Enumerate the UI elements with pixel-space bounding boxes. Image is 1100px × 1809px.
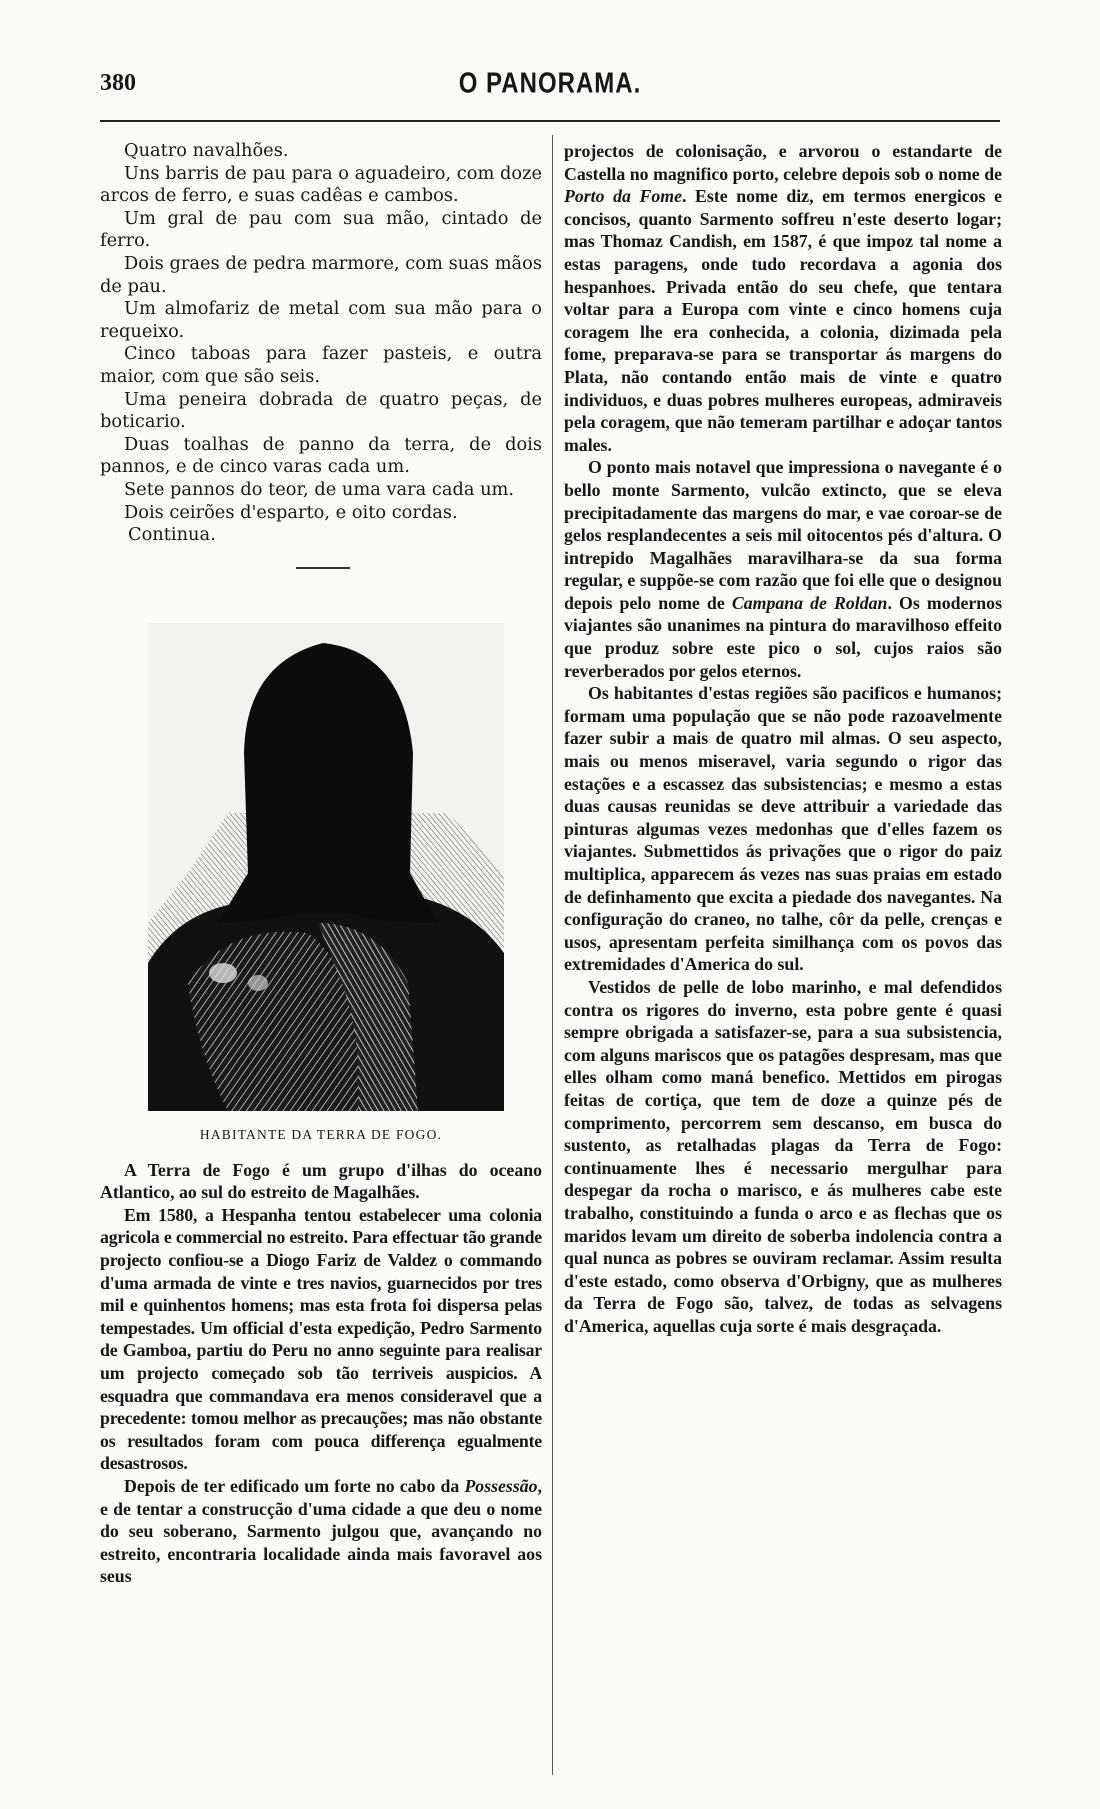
list-item: Sete pannos do teor, de uma vara cada um. (124, 478, 515, 500)
text-run: Depois de ter edificado um forte no cabo da (124, 1476, 465, 1496)
portrait-engraving (148, 623, 504, 1111)
journal-title: O PANORAMA. (458, 67, 642, 100)
paragraph (564, 456, 1002, 682)
list-item: Um gral de pau com sua mão, cintado de ferro. (100, 207, 542, 252)
column-divider (552, 135, 553, 1775)
text-run: projectos de colonisação, e arvorou o estandarte de Castella no magnifico porto, celebre depois sob o nome de (564, 141, 1002, 184)
text-run: . Os modernos viajantes são unanimes na pintura do maravilhoso effeito que produz sobre este pico o sol, cujos raios são reverberados por gelos eternos. (564, 592, 1002, 681)
list-item: Duas toalhas de panno da terra, de dois pannos, e de cinco varas cada um. (100, 433, 542, 478)
list-item: Dois ceirões d'esparto, e oito cordas. (124, 501, 458, 523)
paragraph (564, 140, 1002, 456)
text-run: , e de tentar a construcção d'uma cidade a que deu o nome do seu soberano, Sarmento julgou que, avançando no estreito, encontraria localidade ainda mais favoravel aos seus (100, 1476, 542, 1587)
paragraph: Em 1580, a Hespanha tentou estabelecer uma colonia agricola e commercial no estreito. Para effectuar tão grande projecto confiou-se a Diogo Fariz de Valdez o commando d'uma armada de vinte e tres navios, guarnecidos por tres mil e quinhentos homens; mas esta frota foi dispersa pelas tempestades. Um official d'esta expedição, Pedro Sarmento de Gamboa, partiu do Peru no anno seguinte para realisar um projecto começado sob tão terriveis auspicios. A esquadra que commandava era menos consideravel que a precedente: tomou melhor as precauções; mas não obstante os resultados foram com pouca differença egualmente desastrosos. (100, 1204, 542, 1474)
paragraph: Vestidos de pelle de lobo marinho, e mal defendidos contra os rigores do inverno, esta pobre gente é quasi sempre obrigada a satisfazer-se, para a sua subsistencia, com alguns mariscos que os patagões despresam, mas que elles olham como maná benefico. Mettidos em pirogas feitas de cortiça, que tem de doze a quinze pés de comprimento, percorrem sem descanso, em busca do sustento, as retalhadas plagas da Terra de Fogo: continuamente lhes é necessario mergulhar para despegar da rocha o marisco, e ás mulheres cabe este trabalho, constituindo a funda o arco e as flechas que os maridos levam um direito de soberba indolencia contra a qual nunca as pobres se ouviram reclamar. Assim resulta d'este estado, como observa d'Orbigny, que as mulheres da Terra de Fogo são, talvez, de todas as selvagens d'America, aquellas cuja sorte é mais desgraçada. (564, 976, 1002, 1336)
list-item: Uma peneira dobrada de quatro peças, de boticario. (100, 388, 542, 433)
article-body-left (100, 1159, 542, 1588)
italic-place-name: Campana de Roldan (731, 592, 888, 613)
paragraph: Os habitantes d'estas regiões são pacificos e humanos; formam uma população que se não pode razoavelmente fazer subir a mais de quatro mil almas. O seu aspecto, mais ou menos miseravel, varia segundo o rigor das estações e a escassez das subsistencias; e mesmo a estas duas causas reunidas se deve attribuir a variedade das pinturas algumas vezes medonhas que d'elles fazem os viajantes. Submettidos ás privações que o rigor do paiz multiplica, apparecem ás vezes nas suas praias em estado de definhamento que excita a piedade dos navegantes. Na configuração do craneo, no talhe, côr da pelle, crenças e usos, apresentam perfeita similhança com os povos das extremidades d'America do sul. (564, 683, 1002, 975)
list-item: Uns barris de pau para o aguadeiro, com doze arcos de ferro, e suas cadêas e cambos. (100, 162, 542, 207)
paragraph: A Terra de Fogo é um grupo d'ilhas do oceano Atlantico, ao sul do estreito de Magalhães. (100, 1159, 542, 1203)
left-column (100, 140, 542, 1588)
list-item: Cinco taboas para fazer pasteis, e outra maior, com que são seis. (100, 343, 542, 387)
inventory-list (100, 140, 542, 547)
page-header (100, 62, 1000, 102)
italic-place-name: Possessão (464, 1476, 538, 1496)
section-divider (296, 567, 350, 569)
header-rule (100, 120, 1000, 122)
figure-caption: HABITANTE DA TERRA DE FOGO. (199, 1126, 443, 1142)
page-number: 380 (100, 70, 136, 96)
list-item: Um almofariz de metal com sua mão para o requeixo. (100, 298, 542, 342)
text-run: O ponto mais notavel que impressiona o navegante é o bello monte Sarmento, vulcão extincto, que se eleva precipitadamente das margens do mar, e vae coroar-se de gelos resplandecentes a seis mil oitocentos pés d'altura. O intrepido Magalhães maravilhara-se da sua forma regular, e suppõe-se com razão que foi elle que o designou depois pelo nome de (564, 457, 1002, 613)
list-item: Quatro navalhões. (124, 140, 289, 161)
text-run: . Este nome diz, em termos energicos e concisos, quanto Sarmento soffreu n'este deserto logar; mas Thomaz Candish, em 1587, é que impoz tal nome a estas paragens, onde tudo recordava a agonia dos hespanhoes. Privada então do seu chefe, que tentara voltar para a Europa com vinte e cinco homens cuja coragem lhe era conhecida, a colonia, dizimada pela fome, preparava-se para se transportar ás margens do Plata, não contando então mais de vinte e quatro individuos, e duas pobres mulheres europeas, admiraveis pela coragem, que não temeram partilhar e adoçar tantos males. (564, 186, 1002, 455)
list-item: Dois graes de pedra marmore, com suas mãos de pau. (100, 252, 542, 297)
continua-note: Continua. (128, 524, 216, 546)
right-column (564, 140, 1002, 1337)
paragraph (100, 1475, 542, 1588)
engraving-illustration (148, 623, 504, 1111)
italic-place-name: Porto da Fome (564, 186, 682, 207)
